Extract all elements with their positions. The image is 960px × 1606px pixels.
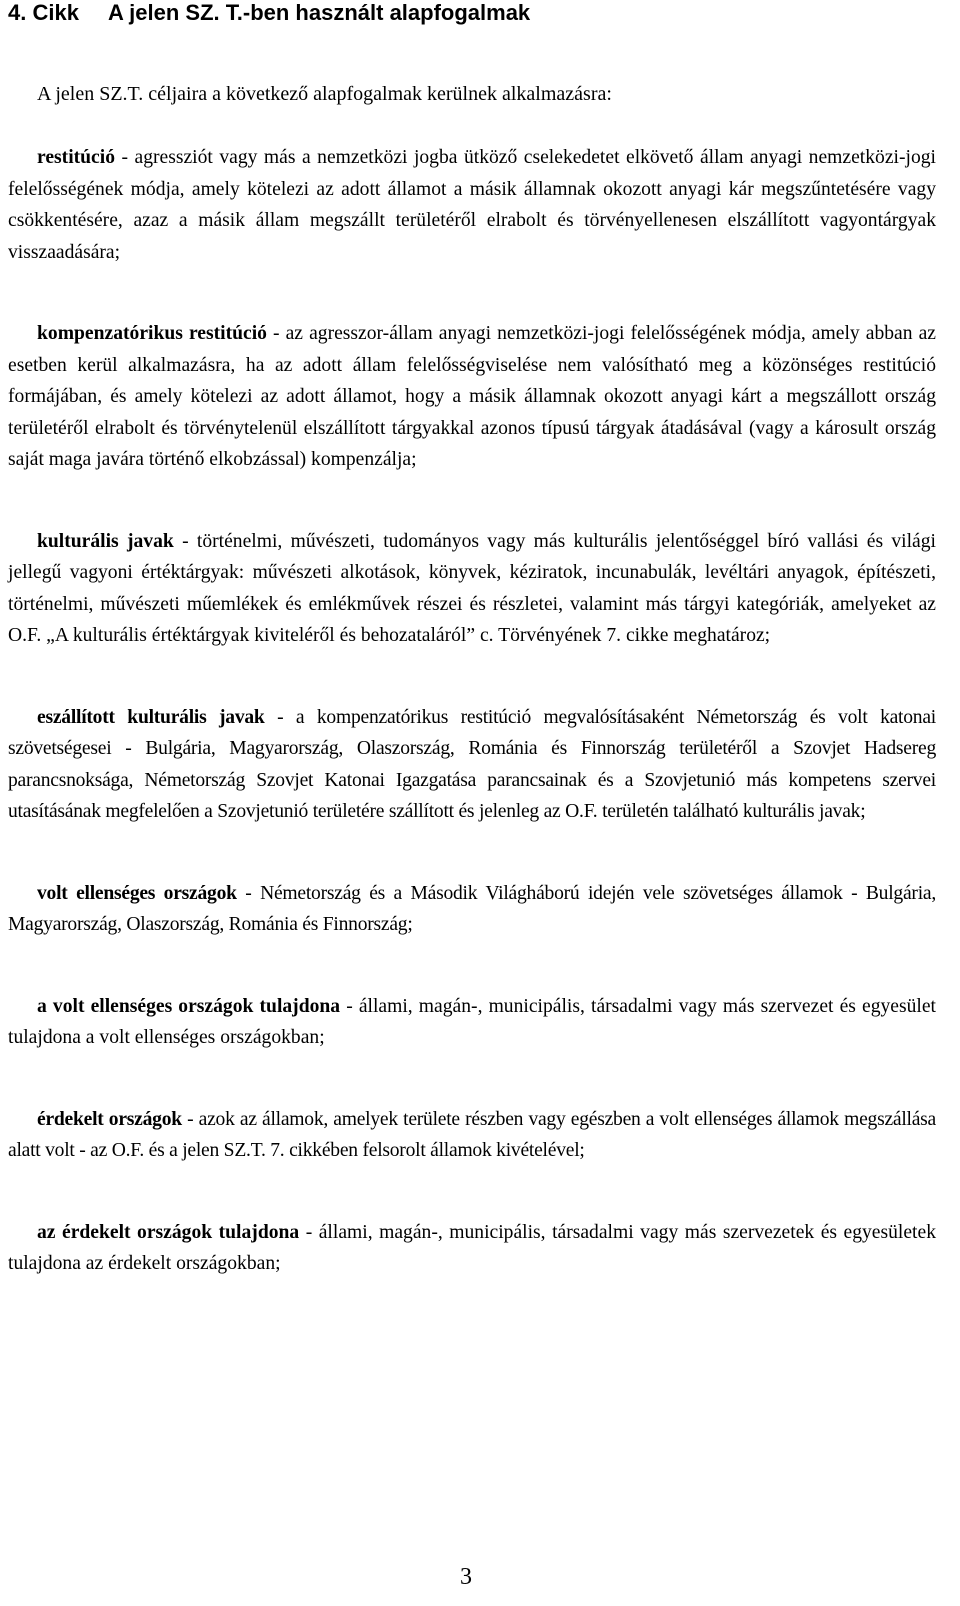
- page-number: 3: [460, 1564, 472, 1590]
- definition-kompenzatorikus-restitucio: [8, 318, 936, 476]
- definition-volt-ellenseges-orszagok: [8, 878, 936, 941]
- definition-text: - azok az államok, amelyek területe részben vagy egészben a volt ellenséges államok megszállása alatt volt - az O.F. és a jelen SZ.T. 7. cikkében felsorolt államok kivételével;: [8, 1108, 936, 1161]
- definition-text: - állami, magán-, municipális, társadalmi vagy más szervezetek és egyesületek tulajdona az érdekelt országokban;: [8, 1221, 936, 1274]
- definitions-list: [8, 142, 936, 1330]
- definition-term: érdekelt országok: [37, 1108, 182, 1130]
- definition-text: - a kompenzatórikus restitúció megvalósításaként Németország és volt katonai szövetségesei - Bulgária, Magyarország, Olaszország, Románia és Finnország területéről a Szovjet Hadsereg parancsnoksága, Németország Szovjet Katonai Igazgatása parancsainak és a Szovjetunió más kompetens szervei utasításának megfelelően a Szovjetunió területére szállított és jelenleg az O.F. területén található kulturális javak;: [8, 706, 936, 822]
- definition-text: - állami, magán-, municipális, társadalmi vagy más szervezet és egyesület tulajdona a volt ellenséges országokban;: [8, 995, 936, 1048]
- definition-term: volt ellenséges országok: [37, 882, 237, 904]
- article-title: A jelen SZ. T.-ben használt alapfogalmak: [108, 0, 531, 25]
- article-heading: [8, 0, 530, 26]
- definition-kulturalis-javak: [8, 526, 936, 652]
- definition-erdekelt-orszagok-tulajdona: [8, 1217, 936, 1280]
- definition-term: kompenzatórikus restitúció: [37, 323, 267, 344]
- definition-text: - történelmi, művészeti, tudományos vagy más kulturális jelentőséggel bíró vallási és világi jellegű vagyoni értéktárgyak: művészeti alkotások, könyvek, kéziratok, incunabulák, levéltári anyagok, építészeti, történelmi, művészeti műemlékek és emlékművek részei és részletei, valamint más tárgyi kategóriák, amelyeket az O.F. „A kulturális értéktárgyak kiviteléről és behozataláról” c. Törvényének 7. cikke meghatároz;: [8, 530, 936, 646]
- definition-erdekelt-orszagok: [8, 1104, 936, 1167]
- definition-volt-ellenseges-orszagok-tulajdona: [8, 991, 936, 1054]
- definition-term: kulturális javak: [37, 530, 174, 552]
- definition-term: eszállított kulturális javak: [37, 706, 265, 728]
- definition-term: restitúció: [37, 147, 115, 168]
- definition-restitucio: [8, 142, 936, 268]
- article-number: 4. Cikk: [8, 0, 79, 25]
- definition-term: az érdekelt országok tulajdona: [37, 1221, 300, 1243]
- definition-text: - agressziót vagy más a nemzetközi jogba ütköző cselekedetet elkövető állam anyagi nemzetközi-jogi felelősségének módja, amely kötelezi az adott államot a másik államnak okozott anyagi kár megszűntetésére vagy csökkentésére, azaz a másik állam megszállt területéről elrabolt és törvényellenesen elszállított vagyontárgyak visszaadására;: [8, 147, 936, 263]
- intro-sentence: A jelen SZ.T. céljaira a következő alapfogalmak kerülnek alkalmazásra:: [37, 83, 612, 105]
- definition-text: - Németország és a Második Világháború idején vele szövetséges államok - Bulgária, Magyarország, Olaszország, Románia és Finnország;: [8, 882, 936, 935]
- definition-term: a volt ellenséges országok tulajdona: [37, 995, 341, 1017]
- definition-text: - az agresszor-állam anyagi nemzetközi-jogi felelősségének módja, amely abban az esetben kerül alkalmazásra, ha az adott állam felelősségviselése nem valósítható meg a közönséges restitúció formájában, és amely kötelezi az adott államot, hogy a másik államnak okozott anyagi kárt a megszállott ország területéről elrabolt és törvénytelenül elszállított tárgyakkal azonos típusú tárgyak átadásával (vagy a károsult ország saját maga javára történő elkobzással) kompenzálja;: [8, 323, 936, 470]
- definition-elszallitott-kulturalis-javak: [8, 702, 936, 828]
